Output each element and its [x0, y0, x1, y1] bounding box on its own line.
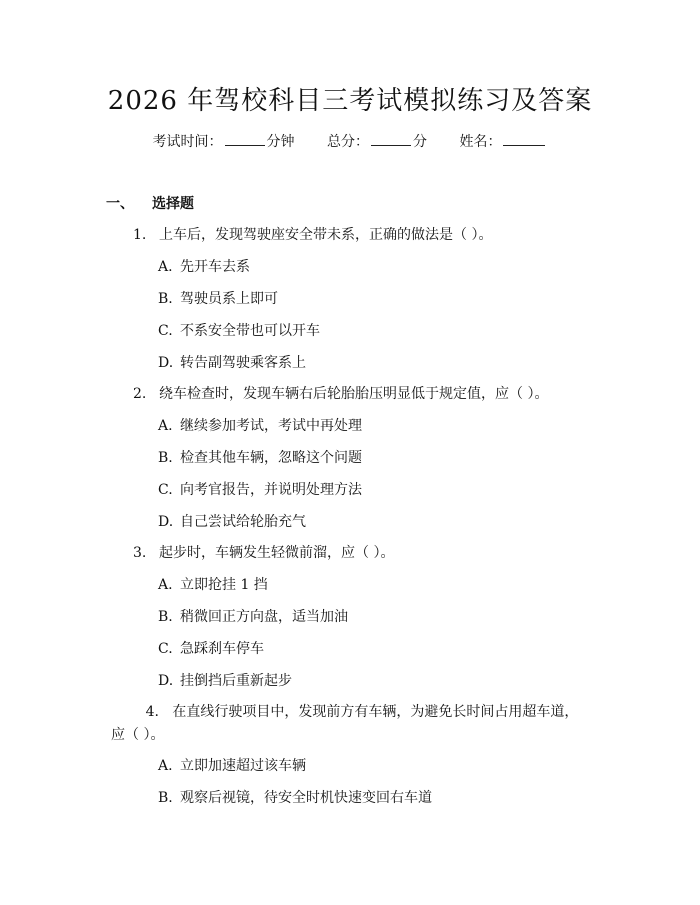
total-score-unit: 分 [413, 134, 427, 150]
option-text: 立即抢挂 1 挡 [180, 577, 268, 593]
question-number: 1. [133, 227, 147, 243]
name-field [459, 134, 547, 150]
option-text: 立即加速超过该车辆 [180, 758, 306, 774]
option-letter: A. [158, 418, 173, 434]
question [133, 224, 492, 244]
page-title: 2026 年驾校科目三考试模拟练习及答案 [107, 86, 593, 116]
option [158, 479, 362, 499]
option-text: 驾驶员系上即可 [180, 291, 278, 307]
option-letter: D. [158, 355, 174, 371]
option-letter: B. [158, 450, 173, 466]
total-score-blank [371, 133, 411, 146]
section-number: 一、 [106, 196, 134, 212]
option-text: 挂倒挡后重新起步 [180, 673, 292, 689]
question-text: 在直线行驶项目中，发现前方有车辆，为避免长时间占用超车道，应（ ）。 [111, 704, 579, 743]
option-letter: A. [158, 758, 173, 774]
option-letter: C. [158, 482, 173, 498]
option-text: 向考官报告，并说明处理方法 [180, 482, 362, 498]
question-text: 绕车检查时，发现车辆右后轮胎胎压明显低于规定值，应（ ）。 [159, 386, 549, 402]
exam-time-blank [225, 133, 265, 146]
section-title: 选择题 [152, 196, 194, 212]
question-number: 4. [145, 704, 159, 720]
option-letter: A. [158, 259, 173, 275]
option [158, 288, 278, 308]
total-score-field [327, 134, 431, 150]
option [158, 574, 268, 594]
option [158, 670, 292, 690]
option-letter: B. [158, 609, 173, 625]
exam-time-label: 考试时间： [152, 134, 223, 150]
option [158, 256, 250, 276]
option [158, 787, 432, 807]
option [158, 320, 320, 340]
option [158, 447, 362, 467]
option-letter: D. [158, 514, 174, 530]
option-text: 继续参加考试，考试中再处理 [180, 418, 362, 434]
option-text: 自己尝试给轮胎充气 [180, 514, 306, 530]
option [158, 511, 306, 531]
question-text: 上车后，发现驾驶座安全带未系，正确的做法是（ ）。 [159, 227, 493, 243]
section-heading [106, 193, 194, 213]
option-letter: C. [158, 641, 173, 657]
option-letter: C. [158, 323, 173, 339]
exam-info-line [0, 131, 700, 151]
exam-time-field [153, 134, 299, 150]
option-text: 急踩刹车停车 [180, 641, 264, 657]
option [158, 638, 264, 658]
option-text: 观察后视镜，待安全时机快速变回右车道 [180, 790, 432, 806]
name-blank [503, 133, 545, 146]
option-letter: D. [158, 673, 174, 689]
option-letter: A. [158, 577, 173, 593]
question-text: 起步时，车辆发生轻微前溜，应（ ）。 [159, 545, 395, 561]
question [133, 542, 394, 562]
option-text: 稍微回正方向盘，适当加油 [180, 609, 348, 625]
question-number: 2. [133, 386, 147, 402]
option-text: 检查其他车辆，忽略这个问题 [180, 450, 362, 466]
question [111, 701, 591, 747]
name-label: 姓名： [459, 134, 502, 150]
option-letter: B. [158, 291, 173, 307]
exam-time-unit: 分钟 [266, 134, 295, 150]
option [158, 352, 306, 372]
question [133, 383, 548, 403]
option [158, 606, 348, 626]
option-letter: B. [158, 790, 173, 806]
option-text: 转告副驾驶乘客系上 [180, 355, 306, 371]
option-text: 先开车去系 [180, 259, 250, 275]
question-number: 3. [133, 545, 147, 561]
total-score-label: 总分： [327, 134, 369, 150]
option [158, 755, 306, 775]
option [158, 415, 362, 435]
option-text: 不系安全带也可以开车 [180, 323, 320, 339]
